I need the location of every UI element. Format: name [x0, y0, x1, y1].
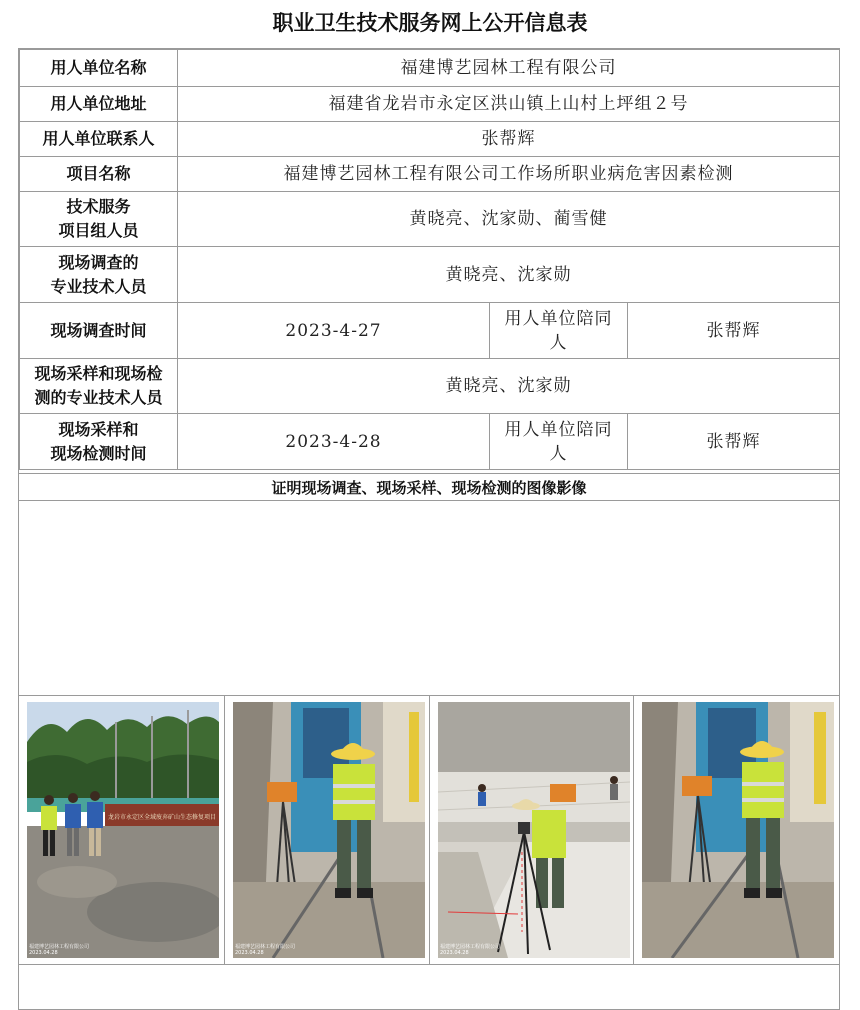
photo-3-caption-date: 2023.04.28: [440, 950, 469, 956]
sampling-staff-label-line1: 现场采样和现场检: [34, 364, 163, 383]
sampling-escort-label-line1: 用人单位陪同: [504, 419, 613, 440]
sampling-escort-label: [490, 414, 628, 470]
unit-contact-label: 用人单位联系人: [20, 122, 178, 157]
survey-time-value: 2023-4-27: [178, 303, 490, 359]
quarry-sampling-photo: [438, 702, 630, 958]
sampling-time-value: 2023-4-28: [178, 414, 490, 470]
survey-escort-label-line1: 用人单位陪同: [504, 308, 613, 329]
survey-staff-value: 黄晓亮、沈家勋: [178, 247, 840, 303]
survey-escort-label-line2: 人: [549, 332, 568, 353]
row-survey-staff: [20, 247, 840, 303]
page-title: 职业卫生技术服务网上公开信息表: [272, 11, 588, 35]
survey-time-label: 现场调查时间: [20, 303, 178, 359]
sampling-time-label-line1: 现场采样和: [58, 419, 139, 439]
sampling-escort-label-line2: 人: [549, 443, 568, 464]
info-table: [19, 49, 840, 470]
info-sheet: [18, 48, 840, 1010]
sampling-time-label: [20, 414, 178, 470]
site-banner-text: 龙岩市永定区全域废弃矿山生态修复项目: [107, 814, 217, 821]
survey-staff-label: [20, 247, 178, 303]
sampling-escort-value: 张帮辉: [628, 414, 840, 470]
row-unit-address: [20, 87, 840, 122]
unit-address-value: 福建省龙岩市永定区洪山镇上山村上坪组２号: [178, 87, 840, 122]
unit-name-label: 用人单位名称: [20, 50, 178, 87]
site-team-photo: [27, 702, 219, 958]
survey-staff-label-line1: 现场调查的: [58, 252, 139, 272]
survey-escort-value: 张帮辉: [628, 303, 840, 359]
photo-2-caption-date: 2023.04.28: [235, 950, 264, 956]
unit-name-value: 福建博艺园林工程有限公司: [178, 50, 840, 87]
survey-escort-label: [490, 303, 628, 359]
row-project-name: [20, 157, 840, 192]
photo-cell-4: [634, 696, 839, 964]
photo-2-caption: [235, 944, 295, 956]
team-members-label: [20, 192, 178, 247]
team-members-label-line2: 项目组人员: [58, 221, 139, 240]
photo-1-caption: [29, 944, 89, 956]
row-sampling-time: [20, 414, 840, 470]
row-unit-contact: [20, 122, 840, 157]
project-name-value: 福建博艺园林工程有限公司工作场所职业病危害因素检测: [178, 157, 840, 192]
photo-1-caption-date: 2023.04.28: [29, 950, 58, 956]
sampling-staff-value: 黄晓亮、沈家勋: [178, 359, 840, 414]
project-name-label: 项目名称: [20, 157, 178, 192]
sampling-worker-photo-2: [642, 702, 834, 958]
sampling-staff-label-line2: 测的专业技术人员: [34, 388, 163, 407]
row-unit-name: [20, 50, 840, 87]
row-survey-time: [20, 303, 840, 359]
unit-address-label: 用人单位地址: [20, 87, 178, 122]
photo-cell-1: [19, 696, 225, 964]
sampling-staff-label: [20, 359, 178, 414]
photo-3-caption: [440, 944, 500, 956]
survey-staff-label-line2: 专业技术人员: [50, 276, 147, 296]
row-sampling-staff: [20, 359, 840, 414]
photo-cell-3: [430, 696, 634, 964]
photo-2-caption-company: 福建博艺园林工程有限公司: [235, 944, 296, 950]
photo-section-header: 证明现场调查、现场采样、现场检测的图像影像: [19, 473, 839, 501]
sampling-time-label-line2: 现场检测时间: [50, 443, 147, 463]
unit-contact-value: 张帮辉: [178, 122, 840, 157]
photo-strip: [19, 695, 839, 965]
photo-3-caption-company: 福建博艺园林工程有限公司: [440, 944, 501, 950]
photo-1-caption-company: 福建博艺园林工程有限公司: [29, 944, 90, 950]
team-members-value: 黄晓亮、沈家勋、蔺雪健: [178, 192, 840, 247]
photo-cell-2: [225, 696, 430, 964]
sampling-worker-photo-1: [233, 702, 425, 958]
row-team-members: [20, 192, 840, 247]
team-members-label-line1: 技术服务: [66, 197, 131, 216]
